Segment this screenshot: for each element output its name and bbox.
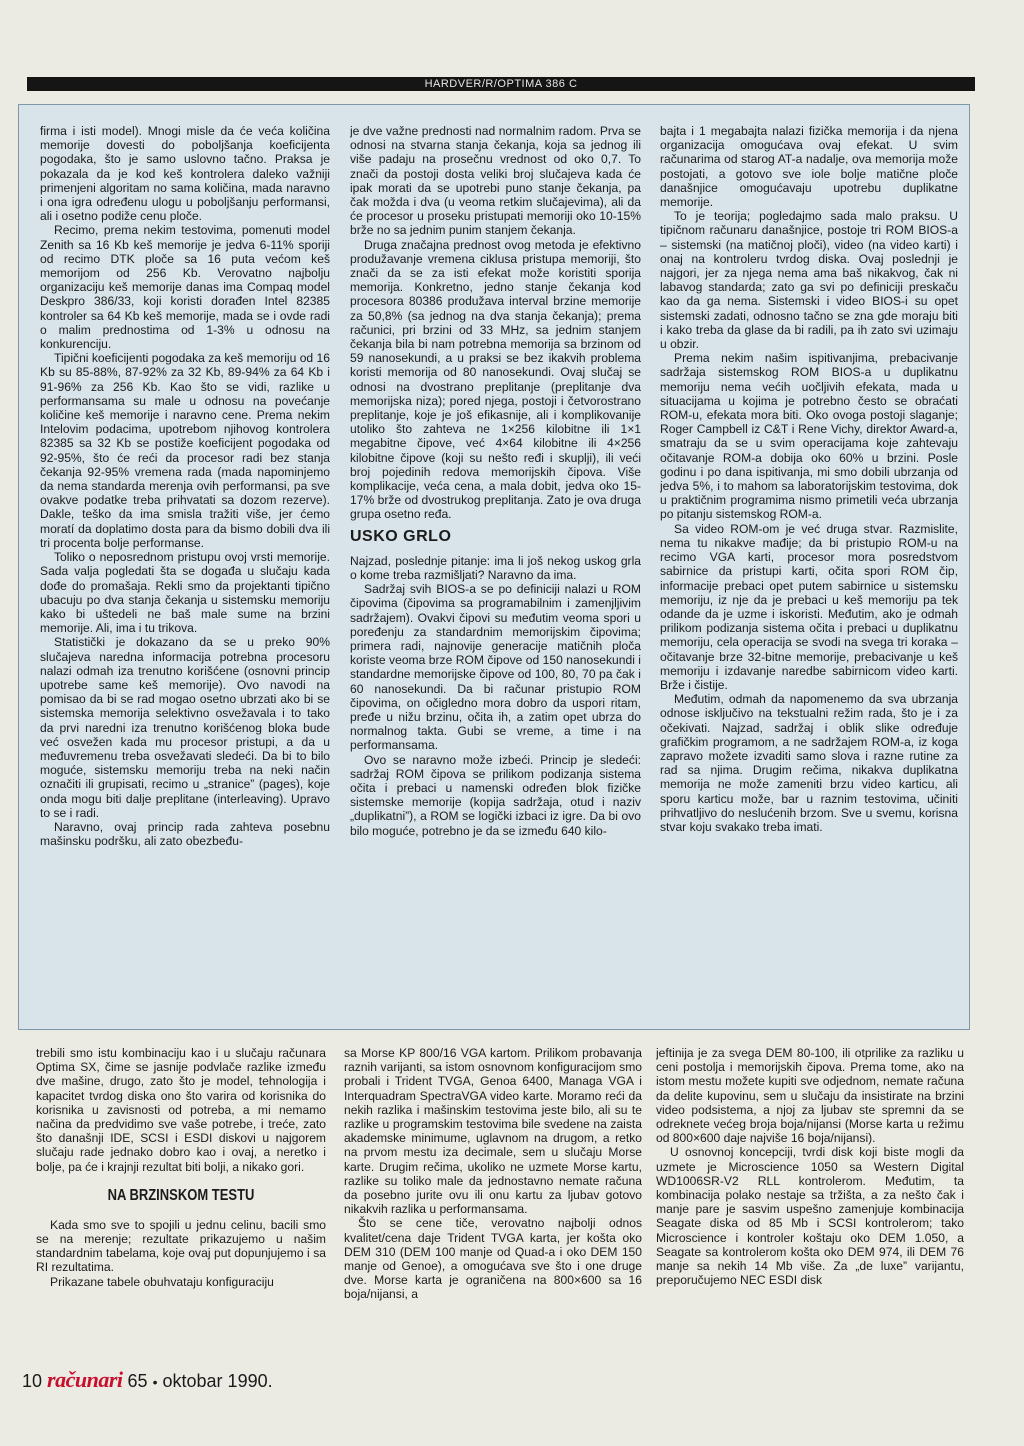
paragraph: U osnovnoj koncepciji, tvrdi disk koji biste mogli da uzmete je Microscience 1050 sa Western Digital WD1006SR-V2 RLL kontrolerom. Međutim, ta kombinacija polako nestaje sa tržišta, a za nešto čak i manje pare je sasvim uspešno zamenjuje kombinacija Seagate diska od 85 Mb i SCSI kontrolerom; tako Microscience i kontroler koštaju oko DEM 1.050, a Seagate sa kontrolerom košta oko DEM 974, ili DEM 76 manje sa nekih 14 Mb više. Za „de luxe” varijantu, preporučujemo NEC ESDI disk — [656, 1145, 964, 1288]
section-header-bar — [27, 77, 975, 91]
paragraph: jeftinija je za svega DEM 80-100, ili otprilike za razliku u ceni postolja i memorijskih čipova. Prema tome, ako na istom mestu možete kupiti sve odjednom, nemate računa da delite kupovinu, sem u slučaju da insistirate na brzini video podsistema, a njoj za ljubav ste spremni da se odreknete većeg broja boja/nijansi (Morse karta u režimu od 800×600 daje najviše 16 boja/nijansi). — [656, 1046, 964, 1146]
paragraph: Sadržaj svih BIOS-a se po definiciji nalazi u ROM čipovima (čipovima sa programabilnim i zamenjljivim sadržajem). Ovakvi čipovi su međutim veoma spori u poređenju za standardnim memorijskim čipovima; primera radi, najnovije generacije matičnih ploča koriste veoma brze ROM čipove od 150 nanosekundi i standardne memorijske čipove od 100, 80, 70 pa čak i 60 nanosekundi. Da bi računar pristupio ROM čipovima, on očigledno mora dobro da uspori ritam, pređe u nižu brzinu, očita ih, a zatim opet ubrza do normalnog takta. Gubi se vreme, a time i na performansama. — [350, 582, 641, 753]
paragraph: Sa video ROM-om je već druga stvar. Razmislite, nema tu nikakve mađije; da bi pristupio ROM-u na recimo VGA karti, procesor mora posredstvom sabirnice da pristupi karti, očita spori ROM čip, informacije prebaci opet putem sabirnice u sistemsku memoriju, iz nje da je prebaci u keš memoriju pa tek odande da je uzme i iskoristi. Međutim, ako je odmah prilikom podizanja sistema očita i prebaci u duplikatnu memoriju, cela operacija se svodi na svega tri koraka – očitavanje brze 32-bitne memorije, prebacivanje u keš memoriju i izdavanje naredbe sabirnicom video karti. Brže i čistije. — [660, 521, 958, 692]
paragraph: je dve važne prednosti nad normalnim radom. Prva se odnosi na stvarna stanja čekanja, koja sa jednog ili više padaju na prosečnu vrednost od oko 0,7. To znači da postoji dosta veliki broj slučajeva kada će ipak morati da se upotrebi puno stanje čekanja, pa čak možda i dva (u veoma retkim slučajevima), ali da će procesor u proseku pristupati memoriji oko 10-15% brže no sa jednim punim stanjem čekanja. — [350, 124, 641, 238]
page-footer — [22, 1367, 273, 1393]
section-heading-usko-grlo: USKO GRLO — [350, 527, 452, 545]
page-number: 10 — [22, 1371, 43, 1391]
article-column-3 — [660, 124, 958, 1020]
article-column-4 — [36, 1046, 326, 1358]
paragraph: Toliko o neposrednom pristupu ovoj vrsti memorije. Sada valja pogledati šta se događa u slučaju kada dođe do promašaja. Rekli smo da projektanti tipično ubacuju po dva stanja čekanja u sistemsku memoriju kako bi uštedeli ne baš male sume na brzini memorije. Ali, ima i tu trikova. — [40, 550, 330, 636]
paragraph: Prikazane tabele obuhvataju konfiguraciju — [50, 1274, 274, 1289]
paragraph: bajta i 1 megabajta nalazi fizička memorija i da njena organizacija omogućava ovaj efekat. U svim računarima od starog AT-a nadalje, ova memorija može postojati, a gotovo sve iole bolje matične ploče današnjice omogućavaju upotrebu duplikatne memorije. — [660, 124, 958, 210]
paragraph: sa Morse KP 800/16 VGA kartom. Prilikom probavanja raznih varijanti, sa istom osnovnom konfiguracijom smo probali i Trident TVGA, Genoa 6400, Managa VGA i Interquadram SpectraVGA video karte. Moramo reći da nekih razlika i mašinskim testovima jeste bilo, ali su te razlike u programskim testovima bile svedene na zaista akademske minimume, uglavnom na drugom, a retko na prvom mestu iza decimale, sem u slučaju Morse karte. Drugim rečima, ukoliko ne uzmete Morse kartu, razlike su toliko male da jednostavno nemate računa da posebno jurite ovu ili onu kartu za ljubav gotovo nikakvih razlika u performansama. — [344, 1046, 642, 1217]
article-column-1 — [40, 124, 330, 1014]
paragraph: firma i isti model). Mnogi misle da će veća količina memorije dovesti do poboljšanja koeficijenta pogodaka, što je samo uslovno tačno. Praksa je pokazala da je kod keš kontrolera daleko važniji primenjeni algoritam no sama količina, mada naravno i ona igra određenu ulogu u poboljšanju performansi, ali i osetno podiže cenu ploče. — [40, 124, 330, 224]
article-column-6 — [656, 1046, 964, 1386]
article-column-2 — [350, 124, 641, 1020]
paragraph: Recimo, prema nekim testovima, pomenuti model Zenith sa 16 Kb keš memorije je jedva 6-11% sporiji od recimo DTK ploče sa 16 puta većom keš memorijom od 256 Kb. Verovatno najbolju organizaciju keš memorije danas ima Compaq model Deskpro 386/33, koji koristi dorađen Intel 82385 kontroler sa 64 Kb keš memorije, mada se i ovde radi o malim prednostima od 1-3% u odnosu na konkurenciju. — [40, 223, 330, 352]
paragraph: Statistički je dokazano da se u preko 90% slučajeva naredna informacija potrebna procesoru nalazi odmah iza trenutno korišćene (osnovni princip upotrebe same keš memorije). Ovo navodi na pomisao da bi se rad mogao osetno ubrzati ako bi se sistemska memorija selektivno osvežavala i to tako da prvi naredni iza trenutno korišćenog bloka bude već osvežen kada mu procesor pristupi, a da u međuvremenu treba osvežavati sledeći. Da bi to bilo moguće, sistemsku memoriju treba na neki način označiti ili grupisati, recimo u „stranice” (pages), koje onda mogu biti dalje preplitane (interleaving). Upravo to se i radi. — [40, 635, 330, 820]
paragraph: Naravno, ovaj princip rada zahteva posebnu mašinsku podršku, ali zato obezbeđu- — [40, 819, 330, 849]
article-column-5 — [344, 1046, 642, 1386]
issue-date: oktobar 1990. — [162, 1371, 273, 1391]
paragraph: Najzad, poslednje pitanje: ima li još nekog uskog grla o kome treba razmišljati? Naravno da ima. — [350, 553, 641, 582]
footer-separator: • — [152, 1374, 158, 1390]
paragraph: Kada smo sve to spojili u jednu celinu, bacili smo se na merenje; rezultate prikazujemo u našim standardnim tabelama, koje ovaj put dopunjujemo i sa RI rezultatima. — [36, 1217, 326, 1275]
paragraph: Ovo se naravno može izbeći. Princip je sledeći: sadržaj ROM čipova se prilikom podizanja sistema očita i prebaci u namenski određen blok fizičke sistemske memorije (kopija sadržaja, otud i naziv „duplikatni”), a ROM se logički izbaci iz igre. Da bi ovo bilo moguće, potrebno je da se između 640 kilo- — [350, 752, 641, 838]
magazine-logo: računari — [47, 1367, 123, 1392]
paragraph: Prema nekim našim ispitivanjima, prebacivanje sadržaja sistemskog ROM BIOS-a u duplikatnu memoriju nema većih uočljivih efekata, mada u situacijama u kojima je potrebno često se obraćati ROM-u, efekata mora biti. Oko ovoga postoji slaganje; Roger Campbell iz C&T i Rene Vichy, direktor Award-a, smatraju da se u svim operacijama koje zahtevaju očitavanje ROM-a dobija oko 60% u brzini. Posle godinu i po dana ispitivanja, mi smo dobili ubrzanja od jedva 5%, i to mahom sa laboratorijskim testovima, dok u praktičnim programima nismo primetili veća ubrzanja po pitanju sistemskog ROM-a. — [660, 351, 958, 522]
paragraph: To je teorija; pogledajmo sada malo praksu. U tipičnom računaru današnjice, postoje tri ROM BIOS-a – sistemski (na matičnoj ploči), video (na video karti) i onaj na kontroleru tvrdog diska. Ovaj poslednji je najgori, jer za njega nema ama baš nikakvog, čak ni labavog standarda; zato ga svi po definiciji preskaču kao da ga nema. Sistemski i video BIOS-i su opet sistemski zadati, odnosno tačno se zna gde moraju biti i kako treba da glase da bi radili, pa ih zato svi uzimaju u obzir. — [660, 209, 958, 352]
paragraph: Što se cene tiče, verovatno najbolji odnos kvalitet/cena daje Trident TVGA karta, jer košta oko DEM 310 (DEM 100 manje od Quad-a i oko DEM 150 manje od Genoe), a omogućava sve što i one druge dve. Morse karta je ograničena na 800×600 sa 16 boja/nijansi, a — [344, 1216, 642, 1302]
section-heading-na-brzinskom-testu: NA BRZINSKOM TESTU — [107, 1185, 255, 1204]
paragraph: Tipični koeficijenti pogodaka za keš memoriju od 16 Kb su 85-88%, 87-92% za 32 Kb, 89-94% za 64 Kb i 91-96% za 256 Kb. Kao što se vidi, razlike u performansama su male u odnosu na povećanje količine keš memorije i naravno cene. Prema nekim Intelovim podacima, upotrebom njihovog kontrolera 82385 sa 32 Kb se postiže koeficijent pogodaka od 92-95%, što će reći da procesor radi bez stanja čekanja 92-95% vremena rada (mada napominjemo da nema standarda merenja ovih performansi, pa sve ovakve podatke treba prihvatati sa dozom rezerve). Dakle, teško da ima smisla tražiti više, jer ćemo moratí da doplatimo dosta para da bismo dobili dva ili tri procenta bolje performanse. — [40, 351, 330, 550]
paragraph: Druga značajna prednost ovog metoda je efektivno produžavanje vremena ciklusa pristupa memoriji, što znači da se za isti efekat može koristiti sporija memorija. Konkretno, jedno stanje čekanja kod procesora 80386 produžava interval brzine memorije za 50,8% (sa jednog na dva stanja čekanja); prema računici, pri brzini od 33 MHz, sa jednim stanjem čekanja bila bi nam potrebna memorija sa brzinom od 59 nanosekundi, a u praksi se bez ikakvih problema koristi memorija od 80 nanosekundi. Ovaj slučaj se odnosi na dvostrano preplitanje (preplitanje dva memorijska niza); pored njega, postoji i četvorostrano preplitanje, koje je još efikasnije, ali i komplikovanije utoliko što zahteva ne 1×256 kilobitne ili 1×1 megabitne čipove, već 4×64 kilobitne ili 4×256 kilobitne čipove (koji su nešto ređi i skuplji), ili veći broj pojedinih redova memorijskih čipova. Više komplikacije, veća cena, a mala dobit, jedva oko 15-17% brže od dvostrukog preplitanja. Zato je ova druga grupa osetno ređa. — [350, 237, 641, 522]
paragraph: Međutim, odmah da napomenemo da sva ubrzanja odnose isključivo na tekstualni režim rada, što je i za očekivati. Najzad, sadržaj i oblik slike određuje grafičkim programom, a ne sadržajem ROM-a, iz koga zapravo možete izvaditi samo slova i razne rutine za rad sa njima. Drugim rečima, nikakva duplikatna memorija ne može zameniti brzu video karticu, ali sporu karticu može, bar u raznim testovima, učiniti prihvatljivo do neslućenih brzom. Sve u svemu, korisna stvar koju svakako treba imati. — [660, 692, 958, 834]
section-header-title: HARDVER/R/OPTIMA 386 C — [419, 78, 584, 90]
paragraph: trebili smo istu kombinaciju kao i u slučaju računara Optima SX, čime se jasnije podvlače razlike između dve mašine, drugo, zato što je model, tehnologija i kapacitet tvrdog diska ono što varira od korisnika do korisnika u zavisnosti od potreba, a mi nemamo načina da predvidimo sve vaše potrebe, i treće, zato što današnji IDE, SCSI i ESDI diskovi u najgorem slučaju rade jednako dobro kao i ovaj, a neretko i bolje, pa će i krajnji rezultat biti bolji, a nikako gori. — [36, 1046, 326, 1174]
issue-number: 65 — [127, 1371, 148, 1391]
